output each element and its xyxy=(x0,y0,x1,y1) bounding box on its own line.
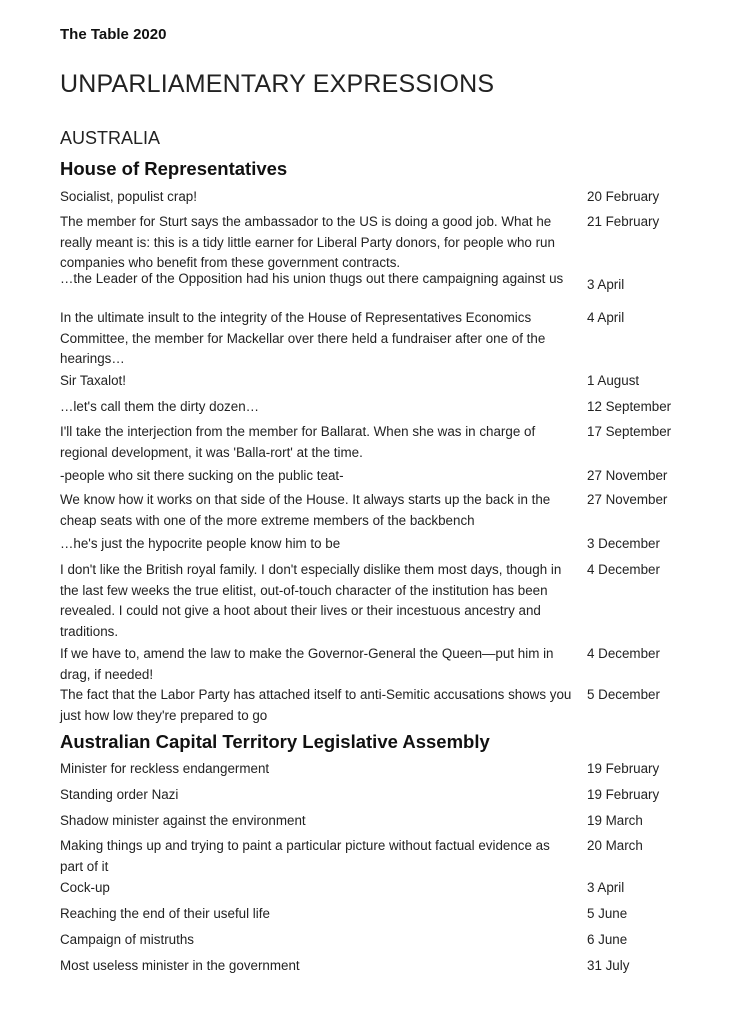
expression-date: 5 June xyxy=(587,906,628,921)
expression-date: 4 December xyxy=(587,562,660,577)
expression-text: Making things up and trying to paint a particular picture without factual evidence as part of it xyxy=(60,838,550,874)
expression-date: 4 April xyxy=(587,310,625,325)
expression-text: Campaign of mistruths xyxy=(60,932,194,947)
expression-date: 12 September xyxy=(587,399,672,414)
expression-date: 3 April xyxy=(587,880,625,895)
expression-text: -people who sit there sucking on the public teat- xyxy=(60,468,344,483)
expression-date: 17 September xyxy=(587,424,672,439)
expression-text: …let's call them the dirty dozen… xyxy=(60,399,260,414)
expression-text: We know how it works on that side of the House. It always starts up the back in the cheap seats with one of the more extreme members of the backbench xyxy=(60,492,551,528)
expression-text: Minister for reckless endangerment xyxy=(60,761,270,776)
expression-date: 27 November xyxy=(587,468,668,483)
expression-date: 27 November xyxy=(587,492,668,507)
expression-date: 31 July xyxy=(587,958,630,973)
expression-text: If we have to, amend the law to make the Governor-General the Queen—put him in drag, if needed! xyxy=(60,646,554,682)
expression-text: …the Leader of the Opposition had his union thugs out there campaigning against us xyxy=(60,271,564,286)
expression-text: Cock-up xyxy=(60,880,110,895)
expression-date: 3 December xyxy=(587,536,660,551)
expression-text: Sir Taxalot! xyxy=(60,373,126,388)
expression-date: 5 December xyxy=(587,687,660,702)
expression-date: 20 March xyxy=(587,838,643,853)
expression-date: 21 February xyxy=(587,214,660,229)
expression-text: …he's just the hypocrite people know him to be xyxy=(60,536,341,551)
expression-date: 1 August xyxy=(587,373,640,388)
expression-text: Reaching the end of their useful life xyxy=(60,906,270,921)
expression-date: 19 March xyxy=(587,813,643,828)
expression-date: 6 June xyxy=(587,932,628,947)
expression-date: 19 February xyxy=(587,761,660,776)
section-heading-act: Australian Capital Territory Legislative Assembly xyxy=(60,731,490,752)
expression-text: Standing order Nazi xyxy=(60,787,179,802)
section-heading-house: House of Representatives xyxy=(60,158,288,179)
expression-date: 4 December xyxy=(587,646,660,661)
expression-date: 19 February xyxy=(587,787,660,802)
expression-text: The fact that the Labor Party has attached itself to anti-Semitic accusations shows you just how low they're prepared to go xyxy=(60,687,572,723)
journal-title: The Table 2020 xyxy=(60,26,167,43)
country-heading: AUSTRALIA xyxy=(60,128,161,148)
expression-text: In the ultimate insult to the integrity of the House of Representatives Economics Committee, the member for Mackellar over there held a fundraiser after one of the hearings… xyxy=(60,310,546,366)
expression-text: I'll take the interjection from the member for Ballarat. When she was in charge of regional development, it was 'Balla-rort' at the time. xyxy=(60,424,536,460)
expression-text: Most useless minister in the government xyxy=(60,958,300,973)
expression-text: Shadow minister against the environment xyxy=(60,813,306,828)
expression-text: Socialist, populist crap! xyxy=(60,189,197,204)
expression-text: I don't like the British royal family. I don't especially dislike them most days, though in the last few weeks the true elitist, out-of-touch character of the institution has been revealed. I could not give a hoot about their lives or their incestuous ancestry and traditions. xyxy=(60,562,562,639)
expression-date: 20 February xyxy=(587,189,660,204)
expression-date: 3 April xyxy=(587,277,625,292)
expression-text: The member for Sturt says the ambassador to the US is doing a good job. What he really meant is: this is a tidy little earner for Liberal Party donors, for people who run companies who benefit from these government contracts. xyxy=(60,214,555,270)
page-title: UNPARLIAMENTARY EXPRESSIONS xyxy=(60,70,495,98)
